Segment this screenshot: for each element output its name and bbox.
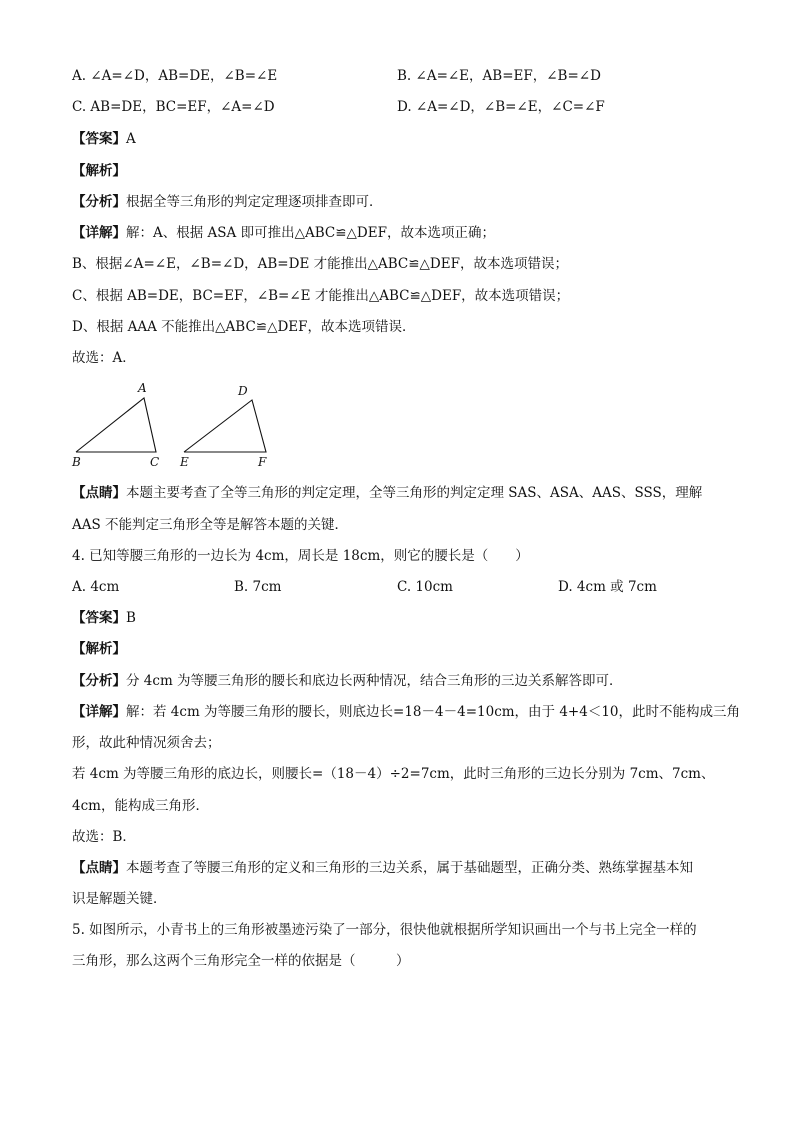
q4-fenxi-tag: 【分析】 (72, 673, 126, 689)
q4-jiexi-heading: 【解析】 (72, 641, 126, 657)
q5-line-2: 三角形，那么这两个三角形完全一样的依据是（ ） (72, 953, 410, 969)
option-d: D. ∠A=∠D，∠B=∠E，∠C=∠F (397, 99, 605, 115)
q4-dianjing-line-1 (72, 858, 693, 878)
q4-dianjing-text-1: 本题考查了等腰三角形的定义和三角形的三边关系，属于基础题型，正确分类、熟练掌握基本知 (126, 860, 693, 876)
q4-option-b: B. 7cm (234, 579, 282, 595)
q4-xiangjie-text-1: 解：若 4cm 为等腰三角形的腰长，则底边长=18－4－4=10cm，由于 4+4＜10，此时不能构成三角 (126, 704, 741, 720)
answer-tag: 【答案】 (72, 131, 126, 147)
q4-xiangjie-tag: 【详解】 (72, 704, 126, 720)
q4-fenxi-line (72, 671, 623, 691)
xiangjie-line-1 (72, 223, 495, 243)
option-a: A. ∠A=∠D，AB=DE，∠B=∠E (72, 68, 278, 84)
dianjing-line-1 (72, 483, 702, 503)
triangles-figure (66, 378, 286, 470)
label-f: F (258, 455, 267, 469)
triangle-def (179, 384, 267, 469)
option-b: B. ∠A=∠E，AB=EF，∠B=∠D (397, 68, 601, 84)
fenxi-tag: 【分析】 (72, 194, 126, 210)
q4-answer-line (72, 608, 136, 628)
fenxi-text: 根据全等三角形的判定定理逐项排查即可． (126, 194, 383, 210)
q5-line-1: 5. 如图所示，小青书上的三角形被墨迹污染了一部分，很快他就根据所学知识画出一个与书上完全一样的 (72, 922, 697, 938)
label-b: B (72, 455, 81, 469)
q4-fenxi-text: 分 4cm 为等腰三角形的腰长和底边长两种情况，结合三角形的三边关系解答即可． (126, 673, 623, 689)
label-c: C (150, 455, 160, 469)
q4-dianjing-line-2: 识是解题关键． (72, 891, 167, 907)
q4-xiangjie-line-2: 形，故此种情况须舍去； (72, 735, 221, 751)
q4-xiangjie-line-4: 4cm，能构成三角形． (72, 798, 209, 814)
label-a: A (138, 381, 147, 395)
xiangjie-line-2: B、根据∠A=∠E，∠B=∠D，AB=DE 才能推出△ABC≌△DEF，故本选项错误； (72, 256, 568, 272)
dianjing-text-1: 本题主要考查了全等三角形的判定定理，全等三角形的判定定理 SAS、ASA、AAS、SSS，理解 (126, 485, 703, 501)
answer-line (72, 129, 136, 149)
label-d: D (238, 384, 248, 398)
label-e: E (180, 455, 189, 469)
q4-stem: 4. 已知等腰三角形的一边长为 4cm，周长是 18cm，则它的腰长是（ ） (72, 548, 529, 564)
triangle-abc (71, 381, 159, 469)
q4-answer-tag: 【答案】 (72, 610, 126, 626)
xiangjie-tag: 【详解】 (72, 225, 126, 241)
q4-xiangjie-line-5: 故选：B． (72, 829, 136, 845)
q4-xiangjie-line-1 (72, 702, 740, 722)
option-c: C. AB=DE，BC=EF，∠A=∠D (72, 99, 275, 115)
q4-option-a: A. 4cm (72, 579, 120, 595)
q4-xiangjie-line-3: 若 4cm 为等腰三角形的底边长，则腰长=（18－4）÷2=7cm，此时三角形的三边长分别为 7cm、7cm、 (72, 766, 715, 782)
fenxi-line (72, 192, 383, 212)
xiangjie-line-3: C、根据 AB=DE，BC=EF，∠B=∠E 才能推出△ABC≌△DEF，故本选项错误； (72, 288, 570, 304)
xiangjie-line-5: 故选：A． (72, 350, 136, 366)
xiangjie-text-1: 解：A、根据 ASA 即可推出△ABC≌△DEF，故本选项正确； (126, 225, 495, 241)
q4-option-d: D. 4cm 或 7cm (558, 579, 657, 595)
xiangjie-line-4: D、根据 AAA 不能推出△ABC≌△DEF，故本选项错误． (72, 319, 416, 335)
dianjing-tag: 【点睛】 (72, 485, 126, 501)
q4-option-c: C. 10cm (397, 579, 453, 595)
dianjing-line-2: AAS 不能判定三角形全等是解答本题的关键． (72, 517, 349, 533)
jiexi-heading: 【解析】 (72, 163, 126, 179)
answer-value: A (126, 131, 136, 147)
q4-dianjing-tag: 【点睛】 (72, 860, 126, 876)
q4-answer-value: B (126, 610, 136, 626)
